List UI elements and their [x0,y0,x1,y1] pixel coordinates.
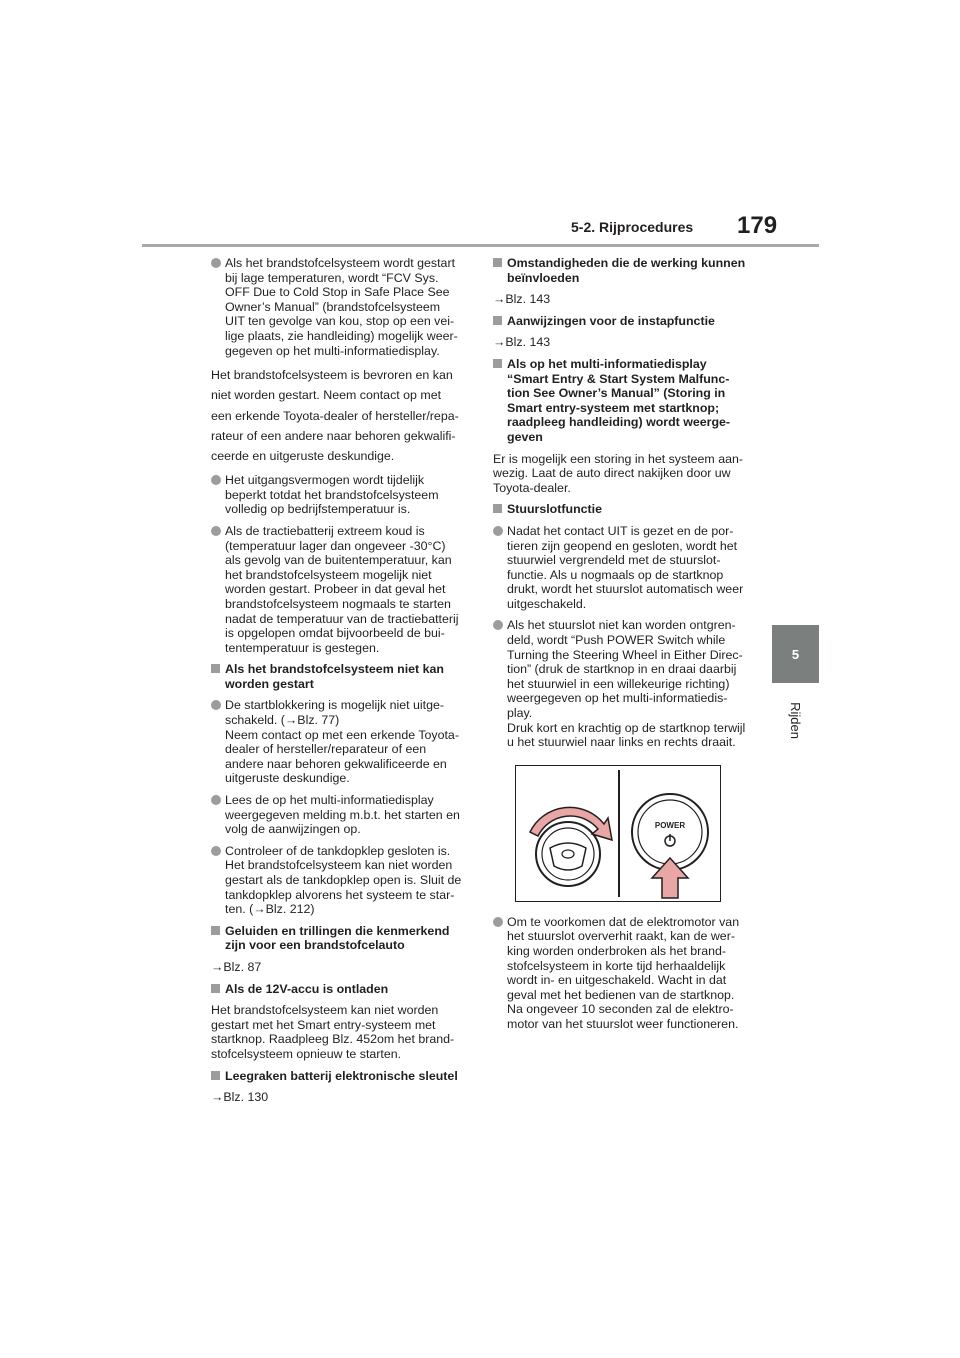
round-bullet-icon [211,258,221,268]
square-bullet-icon [493,316,502,325]
section-heading [211,924,473,953]
round-bullet-icon [211,846,221,856]
chapter-tab-title: Rijden [787,701,803,739]
square-bullet-icon [211,1071,220,1080]
paragraph: Er is mogelijk een storing in het systeem aan- wezig. Laat de auto direct nakijken door uw Toyota-dealer. [493,451,743,495]
page-reference-link[interactable]: →Blz. 130 [211,1090,269,1105]
steering-wheel-icon [536,822,600,886]
header-divider [142,244,819,247]
item-text: Aanwijzingen voor de instapfunctie [507,313,715,328]
page-reference-link[interactable]: →Blz. 87 [211,959,262,974]
illustration-frame [515,765,721,902]
bullet-item [493,524,755,612]
round-bullet-icon [493,917,503,927]
bullet-item [211,473,473,517]
section-heading [493,357,755,445]
bullet-item [211,793,473,837]
item-text: Als het stuurslot niet kan worden ontgren- deld, wordt “Push POWER Switch while Turning the Steering Wheel in Either Direc- tion” (druk de startknop in en draai daarbij het stuurwiel in een willekeurige richting) weergegeven op het multi-informatiedis- play. Druk kort en krachtig op de startknop terwijl u het stuurwiel naar links en rechts draait. [507,618,746,750]
item-text: Omstandigheden die de werking kunnen beïnvloeden [507,256,746,285]
item-text: Lees de op het multi-informatiedisplay weergegeven melding m.b.t. het starten en volg de aanwijzingen op. [225,793,460,837]
item-text: Nadat het contact UIT is gezet en de por- tieren zijn geopend en gesloten, wordt het stuurwiel vergrendeld met de stuurslot- functie. Als u nogmaals op de startknop drukt, wordt het stuurslot automatisch weer uitgeschakeld. [507,523,744,611]
square-bullet-icon [211,926,220,935]
chapter-tab-title-box [772,690,819,750]
section-heading [493,256,755,285]
item-text: Als de 12V-accu is ontladen [225,981,389,996]
power-button-label: POWER [654,820,686,830]
page-reference-link[interactable]: →Blz. 143 [493,292,551,307]
item-text: Als de tractiebatterij extreem koud is (temperatuur lager dan ongeveer -30°C) als gevolg van de buitentemperatuur, kan het brandstofcelsysteem mogelijk niet worden gestart. Probeer in dat geval het brandstofcelsysteem nogmaals te starten nadat de temperatuur van de tractiebatterij is opgelopen omdat bijvoorbeeld de bui- tentemperatuur is gestegen. [225,523,459,655]
bullet-item [493,618,755,749]
round-bullet-icon [211,795,221,805]
paragraph: Het brandstofcelsysteem kan niet worden gestart met het Smart entry-systeem met startknop. Raadpleeg Blz. 452om het brand- stofcelsysteem opnieuw te starten. [211,1003,455,1061]
round-bullet-icon [493,526,503,536]
section-heading [493,502,755,517]
item-text: Als op het multi-informatiedisplay “Smart Entry & Start System Malfunc- tion See Owner’s Manual” (Storing in Smart entry-systeem met startknop; raadpleeg handleiding) wordt weerge- geven [507,356,731,444]
square-bullet-icon [493,359,502,368]
square-bullet-icon [211,984,220,993]
steering-lock-figure [516,766,720,901]
item-text: Als het brandstofcelsysteem wordt gestart bij lage temperaturen, wordt “FCV Sys. OFF Due to Cold Stop in Safe Place See Owner’s Manual” (brandstofcelsysteem UIT ten gevolge van kou, stop op een vei- lige plaats, zie handleiding) mogelijk weer- gegeven op het multi-informatiedisplay. [225,256,458,358]
item-text: Om te voorkomen dat de elektromotor van het stuurslot oververhit raakt, kan de wer- king worden onderbroken als het brand- stofcelsysteem in korte tijd herhaaldelijk wordt in- en uitgeschakeld. Wacht in dat geval met het bedienen van de startknop. Na ongeveer 10 seconden zal de elektro- motor van het stuurslot weer functioneren. [507,914,740,1031]
bullet-item [211,256,473,358]
item-text: Geluiden en trillingen die kenmerkend zijn voor een brandstofcelauto [225,923,450,953]
item-text: Het uitgangsvermogen wordt tijdelijk beperkt totdat het brandstofcelsysteem volledig op bedrijfstemperatuur is. [225,473,439,517]
square-bullet-icon [493,504,502,513]
item-text: Als het brandstofcelsysteem niet kan worden gestart [225,662,444,691]
section-heading [211,662,473,691]
item-text: De startblokkering is mogelijk niet uitge- schakeld. (→Blz. 77) Neem contact op met een erkende Toyota- dealer of hersteller/reparateur of een andere naar behoren gekwalificeerde en uitgeruste deskundige. [225,698,459,786]
item-text: Controleer of de tankdopklep gesloten is. Het brandstofcelsysteem kan niet worden gestart als de tankdopklep open is. Sluit de tankdopklep alvorens het systeem te star- ten. (→Blz. 212) [225,843,462,917]
section-heading [493,314,755,329]
square-bullet-icon [493,258,502,267]
round-bullet-icon [211,475,221,485]
right-column [493,256,755,1039]
bullet-item [211,844,473,917]
round-bullet-icon [211,700,221,710]
page-number: 179 [737,212,778,239]
left-column [211,256,473,1112]
section-heading [211,1069,473,1084]
item-text: Stuurslotfunctie [507,502,602,517]
bullet-item [211,698,473,786]
section-title: 5-2. Rijprocedures [571,219,694,235]
square-bullet-icon [211,664,220,673]
round-bullet-icon [211,526,221,536]
chapter-tab-number: 5 [772,625,819,683]
bullet-item [493,915,755,1032]
round-bullet-icon [493,620,503,630]
page-reference-link[interactable]: →Blz. 143 [493,335,551,350]
bullet-item [211,524,473,655]
paragraph: Het brandstofcelsysteem is bevroren en kan niet worden gestart. Neem contact op met een erkende Toyota-dealer of hersteller/repa- rateur of een andere naar behoren gekwalifi- ceerde en uitgeruste deskundige. [211,368,459,463]
section-heading [211,982,473,997]
item-text: Leegraken batterij elektronische sleutel [225,1068,458,1083]
